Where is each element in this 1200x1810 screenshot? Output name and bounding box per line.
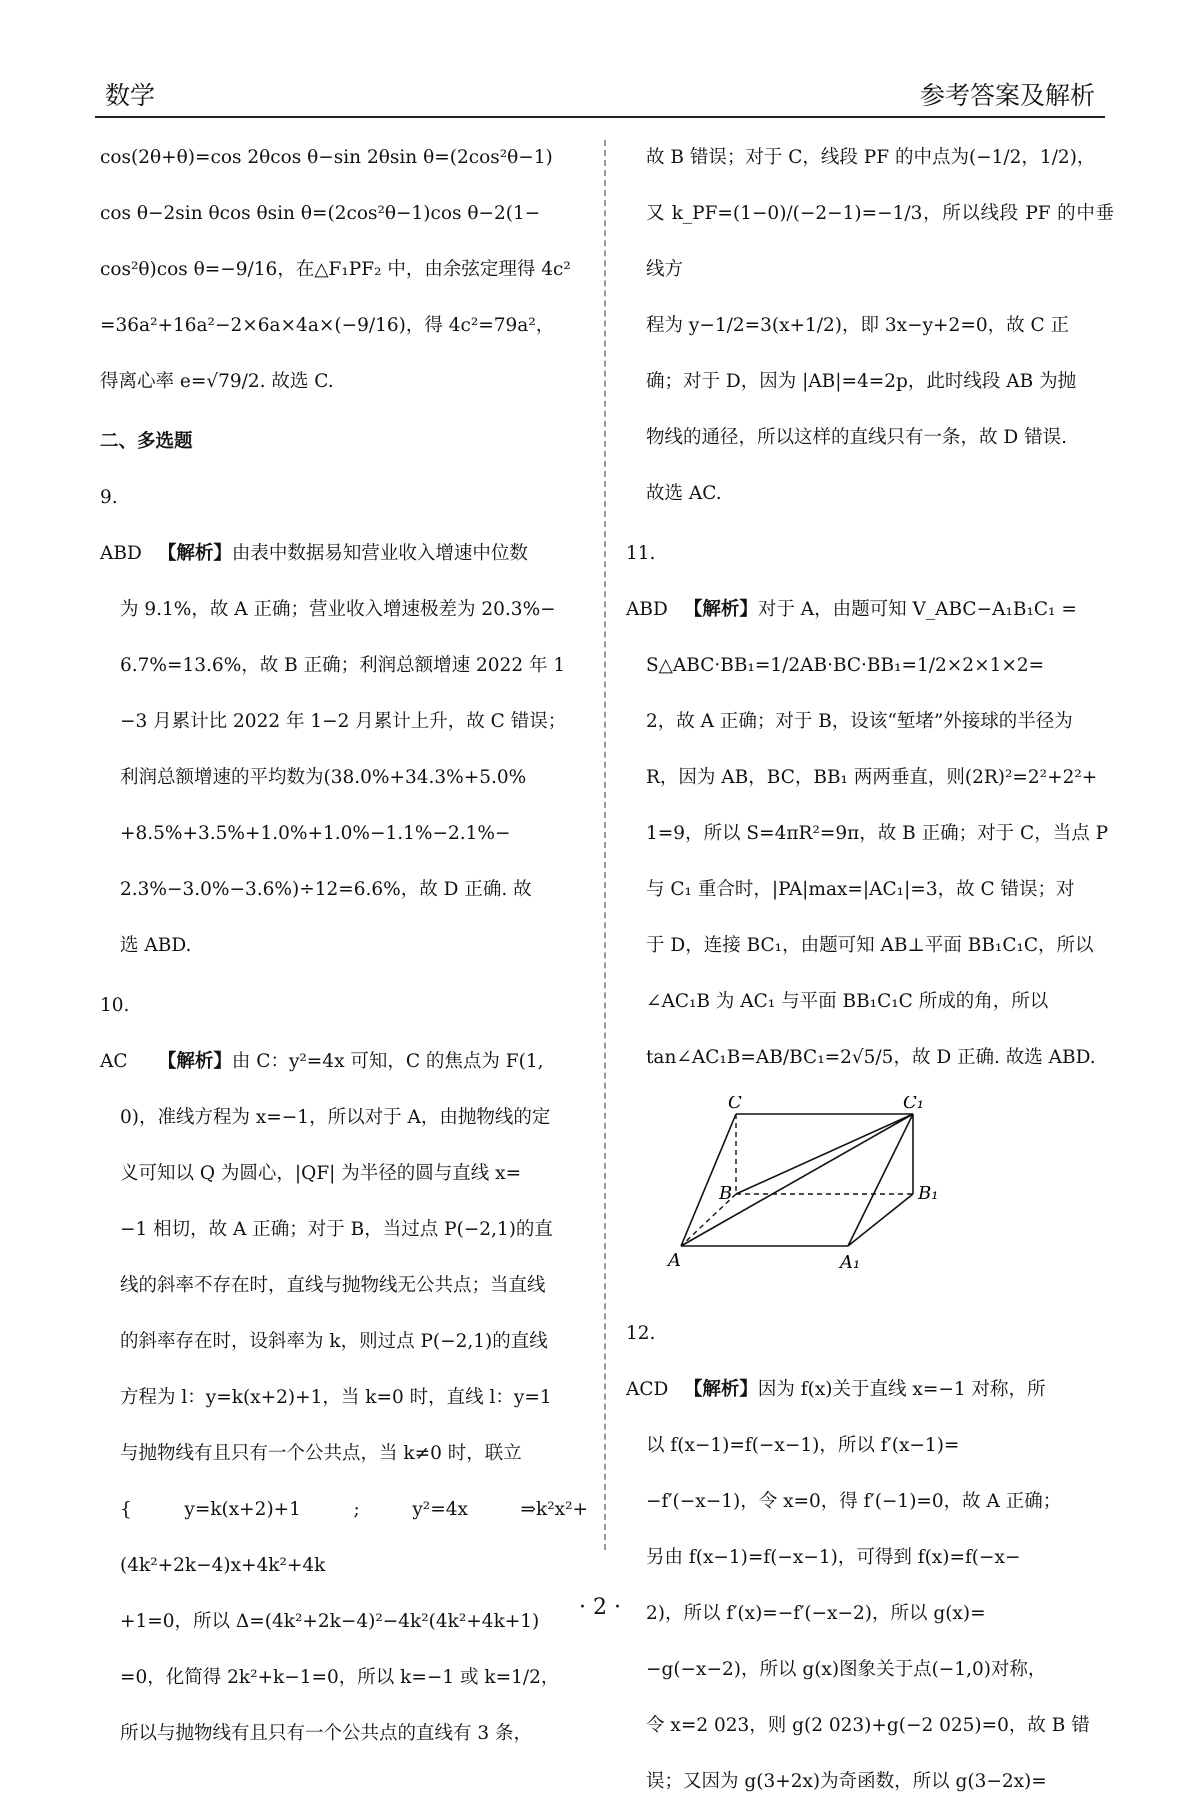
text-line: 与 C₁ 重合时，|PA|max=|AC₁|=3，故 C 错误；对 <box>646 879 1075 900</box>
text-line: { y=k(x+2)+1 ; y²=4x ⇒k²x²+(4k²+2k−4)x+4k²+4k <box>120 1499 588 1576</box>
text-line: 故 B 错误；对于 C，线段 PF 的中点为(−1/2，1/2)， <box>646 147 1096 168</box>
analysis-tag: 【解析】 <box>683 1379 758 1400</box>
text-line: 因为 f(x)关于直线 x=−1 对称，所 <box>757 1379 1046 1400</box>
text-line: 程为 y−1/2=3(x+1/2)，即 3x−y+2=0，故 C 正 <box>646 315 1070 336</box>
question-9 <box>100 470 588 974</box>
text-line: 与抛物线有且只有一个公共点，当 k≠0 时，联立 <box>120 1443 522 1464</box>
text-line: cos θ−2sin θcos θsin θ=(2cos²θ−1)cos θ−2(1− <box>100 203 541 224</box>
text-line: 由 C：y²=4x 可知，C 的焦点为 F(1, <box>231 1051 544 1072</box>
text-line: 以 f(x−1)=f(−x−1)，所以 f′(x−1)= <box>646 1435 960 1456</box>
text-line: tan∠AC₁B=AB/BC₁=2√5/5，故 D 正确. 故选 ABD. <box>646 1047 1096 1068</box>
text-line: 0)，准线方程为 x=−1，所以对于 A，由抛物线的定 <box>120 1107 551 1128</box>
text-line: 为 9.1%，故 A 正确；营业收入增速极差为 20.3%− <box>120 599 556 620</box>
text-line: 另由 f(x−1)=f(−x−1)，可得到 f(x)=f(−x− <box>646 1547 1021 1568</box>
text-line: 2，故 A 正确；对于 B，设该“堑堵”外接球的半径为 <box>646 711 1073 732</box>
page-number: · 2 · <box>579 1595 621 1620</box>
edge-B1-A1 <box>848 1194 913 1246</box>
text-line: R，因为 AB，BC，BB₁ 两两垂直，则(2R)²=2²+2²+ <box>646 767 1098 788</box>
diagonal-A-C1 <box>681 1114 913 1246</box>
vertex-label-C: C <box>728 1096 742 1113</box>
text-line: 线的斜率不存在时，直线与抛物线无公共点；当直线 <box>120 1275 546 1296</box>
text-line: −1 相切，故 A 正确；对于 B，当过点 P(−2,1)的直 <box>120 1219 553 1240</box>
text-line: 所以与抛物线有且只有一个公共点的直线有 3 条， <box>120 1723 533 1744</box>
text-line: 由表中数据易知营业收入增速中位数 <box>231 543 528 564</box>
text-line: 令 x=2 023，则 g(2 023)+g(−2 025)=0，故 B 错 <box>646 1715 1090 1736</box>
text-line: 利润总额增速的平均数为(38.0%+34.3%+5.0% <box>120 767 527 788</box>
text-line: cos(2θ+θ)=cos 2θcos θ−sin 2θsin θ=(2cos²θ−1) <box>100 147 553 168</box>
text-line: −3 月累计比 2022 年 1−2 月累计上升，故 C 错误； <box>120 711 567 732</box>
subject-label: 数学 <box>105 81 156 110</box>
question-number: 11. ABD <box>626 543 668 620</box>
analysis-tag: 【解析】 <box>683 599 758 620</box>
question-number: 12. ACD <box>626 1323 669 1400</box>
left-column <box>100 130 588 1762</box>
header-title: 参考答案及解析 <box>919 81 1095 110</box>
vertex-label-C1: C₁ <box>903 1096 924 1113</box>
text-line: cos²θ)cos θ=−9/16，在△F₁PF₂ 中，由余弦定理得 4c² <box>100 259 571 280</box>
text-line: ∠AC₁B 为 AC₁ 与平面 BB₁C₁C 所成的角，所以 <box>646 991 1049 1012</box>
column-divider <box>604 140 606 1550</box>
vertex-label-B1: B₁ <box>918 1183 939 1204</box>
text-line: −g(−x−2)，所以 g(x)图象关于点(−1,0)对称， <box>646 1659 1047 1680</box>
analysis-tag: 【解析】 <box>157 543 232 564</box>
text-line: 故选 AC. <box>646 483 722 504</box>
page-header <box>95 70 1105 118</box>
text-line: 方程为 l：y=k(x+2)+1，当 k=0 时，直线 l：y=1 <box>120 1387 552 1408</box>
vertex-label-A: A <box>668 1250 681 1271</box>
right-column <box>626 130 1114 1810</box>
text-line: =36a²+16a²−2×6a×4a×(−9/16)，得 4c²=79a²， <box>100 315 555 336</box>
text-line: 又 k_PF=(1−0)/(−2−1)=−1/3，所以线段 PF 的中垂线方 <box>646 203 1114 280</box>
prism-figure <box>626 1096 1114 1296</box>
question-12 <box>626 1306 1114 1810</box>
text-line: 确；对于 D，因为 |AB|=4=2p，此时线段 AB 为抛 <box>646 371 1077 392</box>
question-number: 10. AC <box>100 995 130 1072</box>
question-10 <box>100 978 588 1762</box>
text-line: +8.5%+3.5%+1.0%+1.0%−1.1%−2.1%− <box>120 823 511 844</box>
question-number: 9. ABD <box>100 487 142 564</box>
vertex-label-A1: A₁ <box>840 1252 861 1273</box>
analysis-tag: 【解析】 <box>157 1051 232 1072</box>
text-line: S△ABC·BB₁=1/2AB·BC·BB₁=1/2×2×1×2= <box>646 655 1045 676</box>
text-line: 6.7%=13.6%，故 B 正确；利润总额增速 2022 年 1 <box>120 655 566 676</box>
text-line: −f′(−x−1)，令 x=0，得 f′(−1)=0，故 A 正确； <box>646 1491 1062 1512</box>
edge-A1-C1 <box>848 1114 913 1246</box>
text-line: 1=9，所以 S=4πR²=9π，故 B 正确；对于 C，当点 P <box>646 823 1109 844</box>
text-line: 2.3%−3.0%−3.6%)÷12=6.6%，故 D 正确. 故 <box>120 879 532 900</box>
text-line: +1=0，所以 Δ=(4k²+2k−4)²−4k²(4k²+4k+1) <box>120 1611 540 1632</box>
text-line: 选 ABD. <box>120 935 192 956</box>
vertex-label-B: B <box>719 1183 733 1204</box>
prism-diagram <box>626 1096 1114 1296</box>
text-line: 物线的通径，所以这样的直线只有一条，故 D 错误. <box>646 427 1067 448</box>
text-line: 于 D，连接 BC₁，由题可知 AB⊥平面 BB₁C₁C，所以 <box>646 935 1094 956</box>
question-11 <box>626 526 1114 1086</box>
text-line: 义可知以 Q 为圆心，|QF| 为半径的圆与直线 x= <box>120 1163 522 1184</box>
edge-B-C1 <box>736 1114 913 1194</box>
text-line: 2)，所以 f′(x)=−f′(−x−2)，所以 g(x)= <box>646 1603 986 1624</box>
text-line: =0，化简得 2k²+k−1=0，所以 k=−1 或 k=1/2， <box>120 1667 560 1688</box>
text-line: 的斜率存在时，设斜率为 k，则过点 P(−2,1)的直线 <box>120 1331 548 1352</box>
text-line: 对于 A，由题可知 V_ABC−A₁B₁C₁ = <box>757 599 1077 620</box>
section-heading: 二、多选题 <box>100 431 193 452</box>
edge-C-A <box>681 1114 736 1246</box>
text-line: 得离心率 e=√79/2. 故选 C. <box>100 371 334 392</box>
text-line: 误；又因为 g(3+2x)为奇函数，所以 g(3−2x)= <box>646 1771 1047 1792</box>
